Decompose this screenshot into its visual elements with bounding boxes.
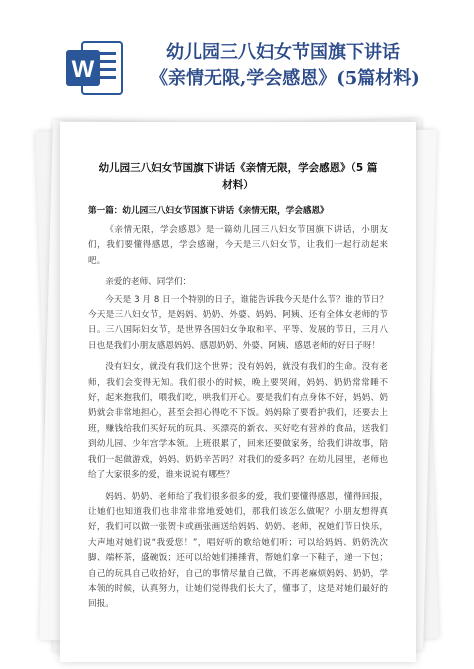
paragraph-body-2: 没有妇女，就没有我们这个世界；没有妈妈，就没有我们的生命。没有老师，我们会变得无知。我们很小的时候，晚上要哭闹，妈妈、奶奶常常睡不好，起来抱我们，喂我们吃，哄我们开心。要是我们有点身体不好，妈妈、奶奶就会非常地担心，甚至会担心得吃不下饭。妈妈除了要看护我们，还要去上班，赚钱给我们买好玩的玩具、买漂亮的新衣、买好吃有营养的食品，送我们到幼儿园、少年宫学本领。上班很累了，回来还要做家务，给我们讲故事，陪我们一起做游戏，妈妈、奶奶辛苦吗？对我们的爱多吗？在幼儿园里，老师也给了大家很多的爱，谁来说说有哪些？	[88, 362, 388, 481]
banner-title-line1: 幼儿园三八妇女节国旗下讲话	[166, 42, 400, 63]
paragraph-greeting: 亲爱的老师、同学们：	[105, 277, 192, 288]
banner-title-line2: 《亲情无限,学会感恩》(5篇材料)	[150, 68, 420, 89]
banner	[0, 0, 474, 120]
paragraph-body-3: 妈妈、奶奶、老师给了我们很多很多的爱，我们要懂得感恩，懂得回报，让她们也知道我们也非常非常地爱她们，那我们该怎么做呢？小朋友想得真好，我们可以做一张贺卡或画张画送给妈妈、奶奶、老师，祝她们节日快乐，大声地对她们说“我爱您！”，唱好听的歌给她们听；可以给妈妈、奶奶洗次脚、端杯茶，盛碗饭；还可以给她们捶捶背，帮她们拿一下鞋子，递一下包；自己的玩具自己收拾好，自己的事情尽量自己做，不再老麻烦妈妈、奶奶，学本领的时候，认真努力，让她们觉得我们长大了，懂事了，这是对她们最好的回报。	[88, 491, 388, 610]
paragraph-intro: 《亲情无限，学会感恩》是一篇幼儿园三八妇女节国旗下讲话，小朋友们，我们要懂得感恩，学会感谢，今天是三八妇女节，让我们一起行动起来吧。	[88, 225, 388, 266]
banner-title	[150, 40, 450, 92]
document-title-line1: 幼儿园三八妇女节国旗下讲话《亲情无限，学会感恩》（5 篇	[98, 162, 378, 174]
document-title	[88, 160, 388, 194]
document-page	[60, 122, 416, 662]
word-document-icon	[62, 36, 126, 100]
section-heading: 第一篇：幼儿园三八妇女节国旗下讲话《亲情无限，学会感恩》	[88, 206, 329, 216]
paragraph-body-1: 今天是 3 月 8 日一个特别的日子，谁能告诉我今天是什么节？谁的节日？今天是三八妇女节，是妈妈、奶奶、外婆、妈妈、阿姨、还有全体女老师的节日。三八国际妇女节，是世界各国妇女争取和平、平等、发展的节日，三月八日也是我们小朋友感恩妈妈、感恩奶奶、外婆、阿姨、感恩老师的好日子呀！	[88, 294, 388, 351]
svg-text:W: W	[71, 56, 95, 83]
document-title-line2: 材料）	[222, 179, 254, 191]
